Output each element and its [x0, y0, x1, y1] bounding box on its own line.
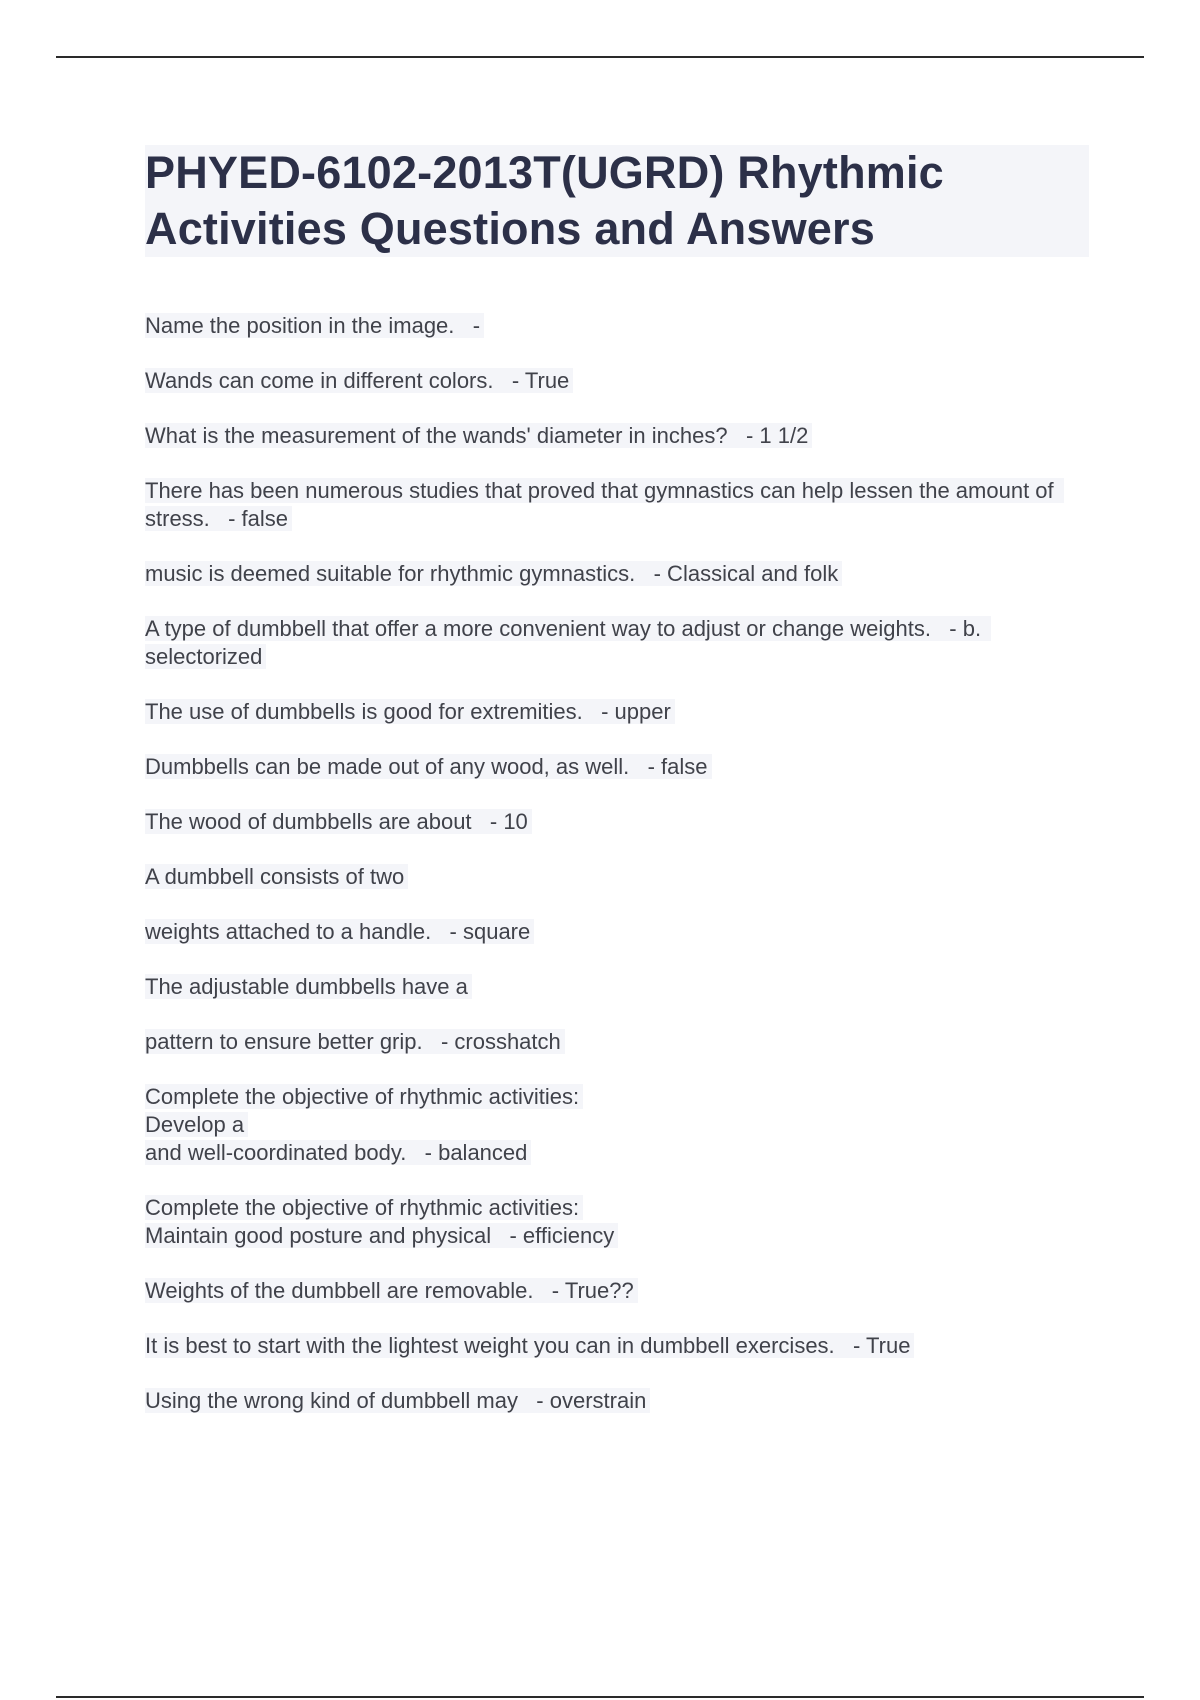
qa-item-text: Wands can come in different colors. - True	[145, 368, 573, 393]
qa-item-text: The adjustable dumbbells have a	[145, 974, 472, 999]
qa-item-text: Dumbbells can be made out of any wood, as well. - false	[145, 754, 712, 779]
qa-item-text: A type of dumbbell that offer a more convenient way to adjust or change weights. - b. selectorized	[145, 616, 991, 669]
qa-item-text: A dumbbell consists of two	[145, 864, 408, 889]
qa-item	[145, 1332, 1085, 1360]
qa-item-text: Name the position in the image. -	[145, 313, 484, 338]
qa-item	[145, 808, 1085, 836]
bottom-rule	[56, 1696, 1144, 1698]
qa-item	[145, 1277, 1085, 1305]
qa-item	[145, 863, 1085, 891]
top-rule	[56, 56, 1144, 58]
qa-item-text: weights attached to a handle. - square	[145, 919, 534, 944]
qa-item	[145, 615, 1085, 671]
qa-list	[145, 312, 1085, 1442]
qa-item-text: Complete the objective of rhythmic activities: Maintain good posture and physical - efficiency	[145, 1195, 618, 1248]
qa-item-text: Complete the objective of rhythmic activities: Develop a and well-coordinated body. - balanced	[145, 1084, 583, 1165]
qa-item	[145, 698, 1085, 726]
qa-item-text: music is deemed suitable for rhythmic gymnastics. - Classical and folk	[145, 561, 842, 586]
qa-item-text: pattern to ensure better grip. - crosshatch	[145, 1029, 565, 1054]
qa-item-text: It is best to start with the lightest weight you can in dumbbell exercises. - True	[145, 1333, 914, 1358]
qa-item-text: There has been numerous studies that proved that gymnastics can help lessen the amount of stress. - false	[145, 478, 1064, 531]
qa-item	[145, 918, 1085, 946]
qa-item-text: The wood of dumbbells are about - 10	[145, 809, 532, 834]
qa-item	[145, 1083, 1085, 1167]
page-title: PHYED-6102-2013T(UGRD) Rhythmic Activities Questions and Answers	[145, 147, 944, 254]
qa-item	[145, 422, 1085, 450]
qa-item	[145, 312, 1085, 340]
qa-item-text: What is the measurement of the wands' diameter in inches? - 1 1/2	[145, 423, 812, 448]
qa-item	[145, 973, 1085, 1001]
qa-item-text: Using the wrong kind of dumbbell may - overstrain	[145, 1388, 650, 1413]
qa-item	[145, 1387, 1085, 1415]
qa-item-text: Weights of the dumbbell are removable. - True??	[145, 1278, 638, 1303]
qa-item	[145, 477, 1085, 533]
qa-item	[145, 1028, 1085, 1056]
qa-item	[145, 753, 1085, 781]
qa-item	[145, 1194, 1085, 1250]
qa-item	[145, 560, 1085, 588]
qa-item-text: The use of dumbbells is good for extremities. - upper	[145, 699, 675, 724]
qa-item	[145, 367, 1085, 395]
